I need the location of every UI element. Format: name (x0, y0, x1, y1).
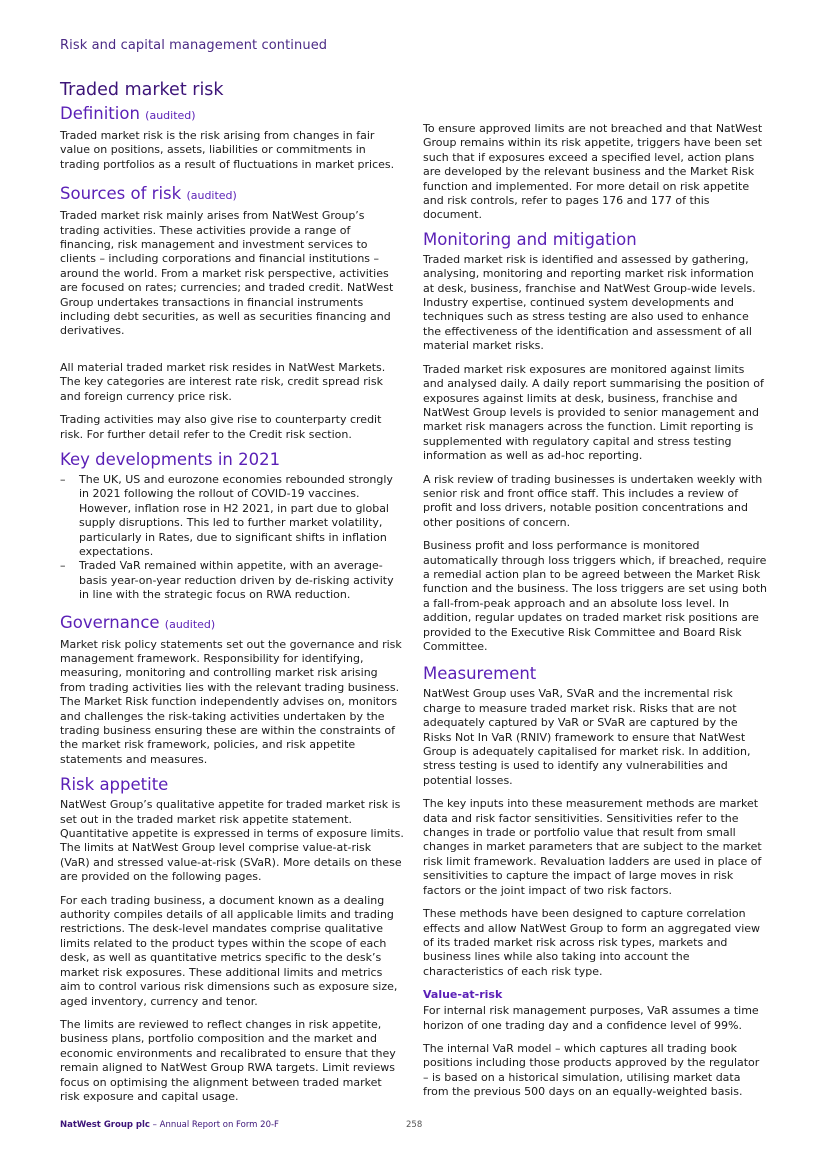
list-item-text: Traded VaR remained within appetite, with an average-basis year-on-year reduction driven by de-risking activity in line with the strategic focus on RWA reduction. (79, 559, 394, 602)
var-paragraph: For internal risk management purposes, VaR assumes a time horizon of one trading day and a confidence level of 99%. (423, 1004, 759, 1032)
sources-paragraph: Trading activities may also give rise to counterparty credit risk. For further detail refer to the Credit risk section. (60, 413, 382, 441)
sources-title: Sources of risk (60, 184, 182, 204)
running-header: Risk and capital management continued (60, 38, 328, 53)
monitoring-heading: Monitoring and mitigation (423, 229, 637, 249)
measurement-paragraph: The key inputs into these measurement methods are market data and risk factor sensitivities. Sensitivities refer to the changes in trade or portfolio value that result from small changes in market parameters that are subject to the market risk limit framework. Revaluation ladders are used in place of sensitivities to capture the impact of large moves in risk factors or the joint impact of two risk factors. (423, 797, 762, 897)
sources-paragraph: Traded market risk mainly arises from NatWest Group’s trading activities. These activities provide a range of financing, risk management and investment services to clients – including corporations and financial institutions – around the world. From a market risk perspective, activities are focused on rates; currencies; and traded credit. NatWest Group undertakes transactions in financial instruments including debt securities, as well as securities financing and derivatives. (60, 209, 394, 338)
monitoring-paragraph: A risk review of trading businesses is undertaken weekly with senior risk and front office staff. This includes a review of profit and loss drivers, notable position concentrations and other positions of concern. (423, 472, 763, 529)
audited-tag: (audited) (145, 109, 196, 122)
dash-bullet: – (60, 559, 66, 573)
sources-heading (60, 184, 404, 206)
definition-heading (60, 104, 404, 126)
list-item-text: The UK, US and eurozone economies rebounded strongly in 2021 following the rollout of COVID-19 vaccines. However, inflation rose in H2 2021, in part due to global supply disruptions. This led to further market volatility, particularly in Rates, due to significant shifts in inflation expectations. (79, 472, 393, 558)
governance-title: Governance (60, 612, 160, 632)
monitoring-paragraph: Business profit and loss performance is monitored automatically through loss triggers which, if breached, require a remedial action plan to be agreed between the Market Risk function and the business. The loss triggers are set using both a fall-from-peak approach and an absolute loss level. In addition, regular updates on traded market risk positions are provided to the Executive Risk Committee and Board Risk Committee. (423, 539, 767, 653)
risk-appetite-paragraph: The limits are reviewed to reflect changes in risk appetite, business plans, portfolio composition and the market and economic environments and recalibrated to ensure that they remain aligned to NatWest Group RWA targets. Limit reviews focus on optimising the alignment between traded market risk exposure and capital usage. (60, 1017, 396, 1103)
definition-text: Traded market risk is the risk arising from changes in fair value on positions, assets, liabilities or commitments in trading portfolios as a result of fluctuations in market prices. (60, 129, 395, 171)
page-title: Traded market risk (60, 80, 224, 100)
governance-heading (60, 613, 404, 635)
key-developments-heading: Key developments in 2021 (60, 449, 281, 469)
list-item (60, 473, 404, 559)
risk-appetite-paragraph: For each trading business, a document known as a dealing authority compiles details of all applicable limits and trading restrictions. The desk-level mandates comprise qualitative limits related to the product types within the scope of each desk, as well as quantitative metrics specific to the desk’s market risk exposures. These additional limits and metrics aim to control various risk dimensions such as exposure size, aged inventory, currency and tenor. (60, 893, 398, 1008)
audited-tag: (audited) (186, 189, 237, 203)
audited-tag: (audited) (164, 617, 216, 631)
page-footer (60, 1120, 766, 1130)
list-item (60, 559, 404, 602)
var-paragraph: The internal VaR model – which captures all trading book positions including those products approved by the regulator – is based on a historical simulation, utilising market data from the previous 500 days on an equally-weighted basis. (423, 1041, 760, 1099)
measurement-paragraph: NatWest Group uses VaR, SVaR and the incremental risk charge to measure traded market risk. Risks that are not adequately captured by VaR or SVaR are captured by the Risks Not In VaR (RNIV) framework to ensure that NatWest Group is adequately capitalised for market risk. In addition, stress testing is used to identify any vulnerabilities and potential losses. (423, 687, 751, 787)
page-number: 258 (406, 1120, 423, 1130)
monitoring-paragraph: Traded market risk exposures are monitored against limits and analysed daily. A daily report summarising the position of exposures against limits at desk, business, franchise and NatWest Group levels is provided to senior management and market risk managers across the function. Limit reporting is supplemented with regulatory capital and stress testing information as well as ad-hoc reporting. (423, 362, 764, 463)
footer-brand: NatWest Group plc (60, 1120, 150, 1130)
measurement-heading: Measurement (423, 664, 537, 684)
footer-report-title: – Annual Report on Form 20-F (149, 1120, 279, 1130)
measurement-paragraph: These methods have been designed to capture correlation effects and allow NatWest Group to form an aggregated view of its traded market risk across risk types, markets and business lines while also taking into account the characteristics of each risk type. (423, 907, 761, 978)
intro-paragraph: To ensure approved limits are not breached and that NatWest Group remains within its risk appetite, triggers have been set such that if exposures exceed a specified level, action plans are developed by the relevant business and the Market Risk function and implemented. For more detail on risk appetite and risk controls, refer to pages 176 and 177 of this document. (423, 122, 763, 222)
var-subheading: Value-at-risk (423, 988, 503, 1002)
left-column (60, 80, 404, 1113)
governance-text: Market risk policy statements set out the governance and risk management framework. Responsibility for identifying, measuring, monitoring and controlling market risk arising from trading activities lies with the relevant trading business. The Market Risk function independently advises on, monitors and challenges the risk-taking activities undertaken by the trading business ensuring these are within the constraints of the market risk framework, policies, and risk appetite statements and measures. (60, 637, 402, 766)
right-column (423, 122, 767, 1109)
risk-appetite-heading: Risk appetite (60, 775, 169, 795)
key-developments-list (60, 473, 404, 603)
dash-bullet: – (60, 472, 66, 486)
definition-title: Definition (60, 104, 140, 123)
sources-paragraph: All material traded market risk resides in NatWest Markets. The key categories are interest rate risk, credit spread risk and foreign currency price risk. (60, 360, 386, 403)
monitoring-paragraph: Traded market risk is identified and assessed by gathering, analysing, monitoring and reporting market risk information at desk, business, franchise and NatWest Group-wide levels. Industry expertise, continued system developments and techniques such as stress testing are also used to enhance the effectiveness of the identification and assessment of all material market risks. (423, 252, 756, 353)
risk-appetite-paragraph: NatWest Group’s qualitative appetite for traded market risk is set out in the traded market risk appetite statement. Quantitative appetite is expressed in terms of exposure limits. The limits at NatWest Group level comprise value-at-risk (VaR) and stressed value-at-risk (SVaR). More details on these are provided on the following pages. (60, 798, 404, 884)
